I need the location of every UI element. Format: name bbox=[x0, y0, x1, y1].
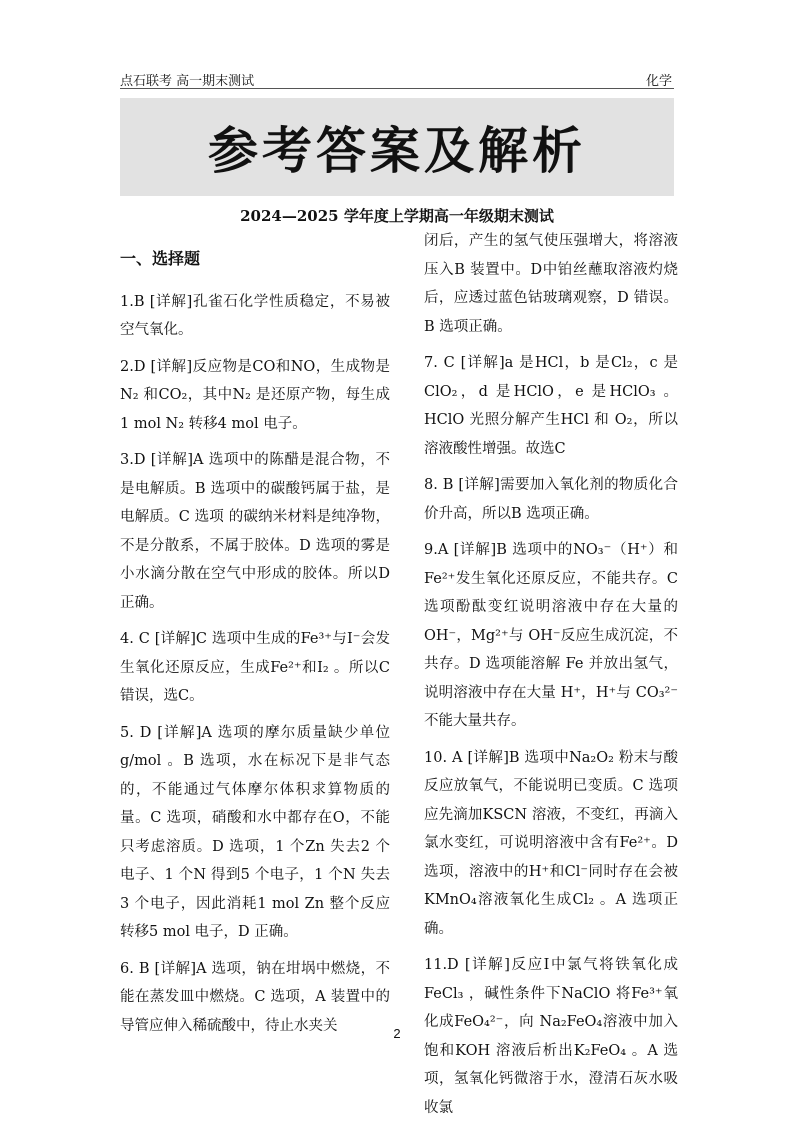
answer-paragraph: 5. D [详解]A 选项的摩尔质量缺少单位g/mol 。B 选项，水在标况下是非气态的，不能通过气体摩尔体积求算物质的量。C 选项，硝酸和水中都存在O，不能只考虑溶质。D 选项，1 个Zn 失去2 个电子、1 个N 得到5 个电子，1 个N 失去3 个电子，因此消耗1 mol Zn 整个反应转移5 mol 电子，D 正确。 bbox=[120, 724, 390, 940]
section-title: 一、选择题 bbox=[120, 249, 201, 268]
header-left: 点石联考 高一期末测试 bbox=[120, 74, 255, 89]
answer-paragraph: 11.D [详解]反应I中氯气将铁氧化成FeCl₃ ，碱性条件下NaClO 将Fe³⁺氧化成FeO₄²⁻，向 Na₂FeO₄溶液中加入饱和KOH 溶液后析出K₂FeO₄ 。A 选项，氢氧化钙微溶于水，澄清石灰水吸收氯 bbox=[424, 957, 678, 1116]
answer-paragraph: 6. B [详解]A 选项，钠在坩埚中燃烧，不能在蒸发皿中燃烧。C 选项，A 装置中的导管应伸入稀硫酸中，待止水夹关 bbox=[120, 960, 390, 1034]
answer-paragraph: 7. C [详解]a 是HCl，b 是Cl₂，c 是ClO₂，d 是HClO，e 是HClO₃ 。HClO 光照分解产生HCl 和 O₂，所以溶液酸性增强。故选C bbox=[424, 355, 678, 457]
answer-paragraph: 10. A [详解]B 选项中Na₂O₂ 粉末与酸反应放氧气，不能说明已变质。C 选项应先滴加KSCN 溶液，不变红，再滴入氯水变红，可说明溶液中含有Fe²⁺。D 选项，溶液中的H⁺和Cl⁻同时存在会被KMnO₄溶液氧化生成Cl₂ 。A 选项正确。 bbox=[424, 749, 678, 937]
header-right: 化学 bbox=[645, 74, 672, 89]
answer-paragraph: 1.B [详解]孔雀石化学性质稳定，不易被空气氧化。 bbox=[120, 293, 390, 338]
answer-paragraph: 3.D [详解]A 选项中的陈醋是混合物，不是电解质。B 选项中的碳酸钙属于盐，是电解质。C 选项 的碳纳米材料是纯净物，不是分散系，不属于胶体。D 选项的雾是小水滴分散在空气中形成的胶体。所以D 正确。 bbox=[120, 452, 390, 611]
page-number: 2 bbox=[393, 1026, 401, 1041]
answer-paragraph: 2.D [详解]反应物是CO和NO，生成物是N₂ 和CO₂，其中N₂ 是还原产物，每生成1 mol N₂ 转移4 mol 电子。 bbox=[120, 358, 390, 432]
title-banner bbox=[120, 98, 674, 196]
answer-paragraph: 9.A [详解]B 选项中的NO₃⁻（H⁺）和Fe²⁺发生氧化还原反应，不能共存。C 选项酚酞变红说明溶液中存在大量的 OH⁻，Mg²⁺与 OH⁻反应生成沉淀，不共存。D 选项能溶解 Fe 并放出氢气，说明溶液中存在大量 H⁺，H⁺与 CO₃²⁻不能大量共存。 bbox=[424, 542, 678, 729]
answer-paragraph: 闭后，产生的氢气使压强增大，将溶液压入B 装置中。D中铂丝蘸取溶液灼烧后，应透过蓝色钴玻璃观察，D 错误。B 选项正确。 bbox=[424, 233, 678, 335]
answer-paragraph: 4. C [详解]C 选项中生成的Fe³⁺与I⁻会发生氧化还原反应，生成Fe²⁺和I₂ 。所以C 错误，选C。 bbox=[120, 631, 390, 704]
right-column bbox=[424, 227, 678, 1130]
left-column bbox=[120, 245, 390, 1048]
answer-paragraph: 8. B [详解]需要加入氧化剂的物质化合价升高，所以B 选项正确。 bbox=[424, 477, 678, 522]
page-title: 参考答案及解析 bbox=[208, 121, 586, 180]
header-divider bbox=[120, 88, 674, 89]
subtitle: 2024—2025 学年度上学期高一年级期末测试 bbox=[240, 207, 554, 225]
